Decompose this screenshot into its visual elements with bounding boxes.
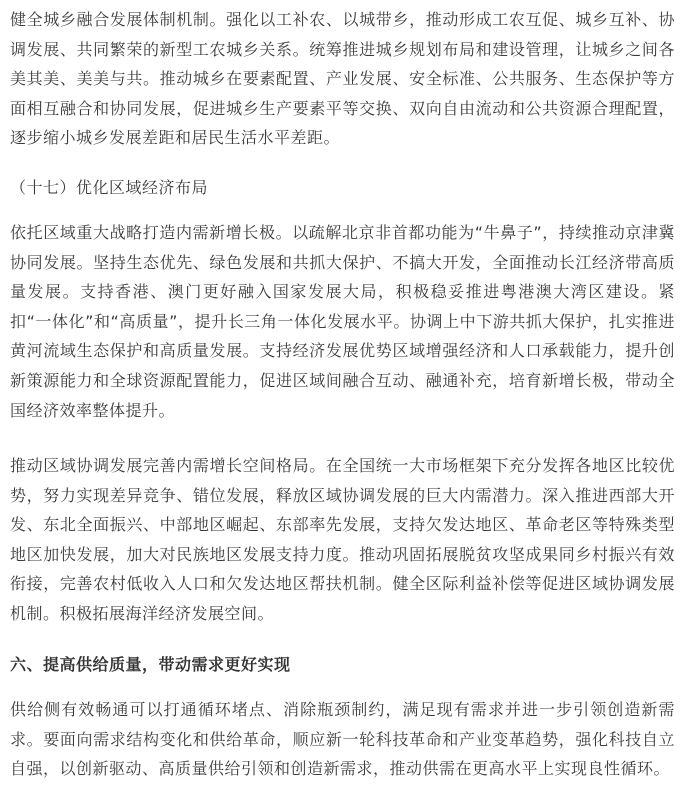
paragraph-regional-coordination: 推动区域协调发展完善内需增长空间格局。在全国统一大市场框架下充分发挥各地区比较优势，努力实现差异竞争、错位发展，释放区域协调发展的巨大内需潜力。深入推进西部大开发、东北全面振兴、中部地区崛起、东部率先发展，支持欠发达地区、革命老区等特殊类型地区加快发展，加大对民族地区发展支持力度。推动巩固拓展脱贫攻坚成果同乡村振兴有效衔接，完善农村低收入人口和欠发达地区帮扶机制。健全区际利益补偿等促进区域协调发展机制。积极拓展海洋经济发展空间。 <box>10 456 675 623</box>
paragraph-supply-side: 供给侧有效畅通可以打通循环堵点、消除瓶颈制约，满足现有需求并进一步引领创造新需求。要面向需求结构变化和供给革命，顺应新一轮科技革命和产业变革趋势，强化科技自立自强，以创新驱动、高质量供给引领和创造新需求，推动供需在更高水平上实现良性循环。 <box>10 700 675 779</box>
paragraph-growth-poles: 依托区域重大战略打造内需新增长极。以疏解北京非首都功能为“牛鼻子”，持续推动京津冀协同发展。坚持生态优先、绿色发展和共抓大保护、不搞大开发，全面推动长江经济带高质量发展。支持香港、澳门更好融入国家发展大局，积极稳妥推进粤港澳大湾区建设。紧扣“一体化”和“高质量”，提升长三角一体化发展水平。协调上中下游共抓大保护，扎实推进黄河流域生态保护和高质量发展。支持经济发展优势区域增强经济和人口承载能力，提升创新策源能力和全球资源配置能力，促进区域间融合互动、融通补充，培育新增长极，带动全国经济效率整体提升。 <box>10 223 675 420</box>
section-heading-supply-quality: 六、提高供给质量，带动需求更好实现 <box>10 655 291 674</box>
paragraph-urban-rural-integration: 健全城乡融合发展体制机制。强化以工补农、以城带乡，推动形成工农互促、城乡互补、协调发展、共同繁荣的新型工农城乡关系。统筹推进城乡规划布局和建设管理，让城乡之间各美其美、美美与共。推动城乡在要素配置、产业发展、安全标准、公共服务、生态保护等方面相互融合和协同发展，促进城乡生产要素平等交换、双向自由流动和公共资源合理配置，逐步缩小城乡发展差距和居民生活水平差距。 <box>10 10 675 148</box>
subheading-regional-layout: （十七）优化区域经济布局 <box>10 178 209 197</box>
